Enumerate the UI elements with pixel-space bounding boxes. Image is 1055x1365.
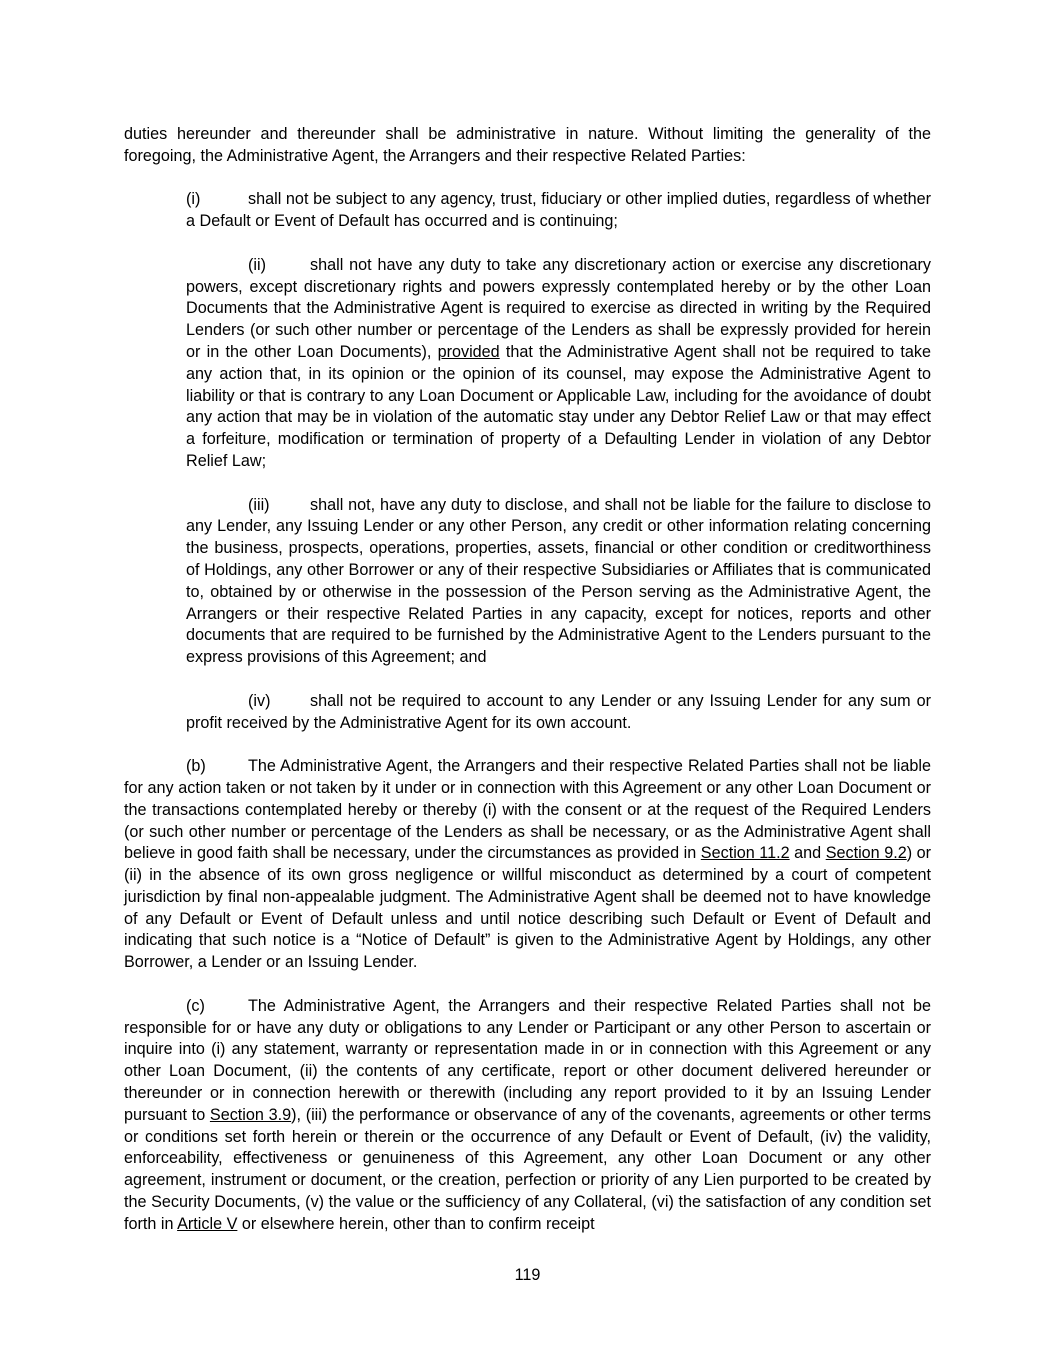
clause-i-label: (i) <box>186 190 201 209</box>
intro-paragraph <box>124 124 931 168</box>
paragraph-c-text-3: or elsewhere herein, other than to confirm receipt <box>237 1214 595 1233</box>
section-9-2-link[interactable]: Section 9.2 <box>825 844 907 863</box>
clause-iii-text: shall not, have any duty to disclose, and shall not be liable for the failure to disclose to any Lender, any Issuing Lender or any other Person, any credit or other information relating concerning the business, prospects, operations, properties, assets, financial or other condition or creditworthiness of Holdings, any other Borrower or any of their respective Subsidiaries or Affiliates that is communicated to, obtained by or otherwise in the possession of the Person serving as the Administrative Agent, the Arrangers or their respective Related Parties in any capacity, except for notices, reports and other documents that are required to be furnished by the Administrative Agent to the Lenders pursuant to the express provisions of this Agreement; and <box>186 495 931 667</box>
paragraph-c-label: (c) <box>186 996 205 1015</box>
page-number: 119 <box>514 1266 541 1284</box>
clause-i-text: shall not be subject to any agency, trust, fiduciary or other implied duties, regardless of whether a Default or Event of Default has occurred and is continuing; <box>186 190 931 231</box>
clause-ii <box>124 255 931 473</box>
paragraph-b-text-3: ) or (ii) in the absence of its own gross negligence or willful misconduct as determined by a court of competent jurisdiction by final non-appealable judgment. The Administrative Agent shall be deemed not to have knowledge of any Default or Event of Default unless and until notice describing such Default or Event of Default and indicating that such notice is a “Notice of Default” is given to the Administrative Agent by Holdings, any other Borrower, a Lender or an Issuing Lender. <box>124 844 932 972</box>
clause-iii-label: (iii) <box>248 495 270 514</box>
clause-ii-text-a: shall not have any duty to take any discretionary action or exercise any discretionary powers, except discretionary rights and powers expressly contemplated hereby or by the other Loan Documents that the Administrative Agent is required to exercise as directed in writing by the Required Lenders (or such other number or percentage of the Lenders as shall be expressly provided for herein or in the other Loan Documents), <box>186 255 931 361</box>
clause-iv-label: (iv) <box>248 691 271 710</box>
paragraph-c <box>124 996 931 1236</box>
section-3-9-link[interactable]: Section 3.9 <box>209 1105 292 1124</box>
clause-i <box>124 189 931 233</box>
section-11-2-link[interactable]: Section 11.2 <box>700 844 790 863</box>
clause-iii <box>124 495 931 669</box>
document-body <box>124 124 931 1236</box>
clause-ii-label: (ii) <box>248 255 266 274</box>
clause-iv-text: shall not be required to account to any Lender or any Issuing Lender for any sum or profit received by the Administrative Agent for its own account. <box>186 691 931 732</box>
paragraph-c-text-1: The Administrative Agent, the Arrangers and their respective Related Parties shall not be responsible for or have any duty or obligations to any Lender or Participant or any other Person to ascertain or inquire into (i) any statement, warranty or representation made in or in connection with this Agreement or any other Loan Document, (ii) the contents of any certificate, report or other document delivered hereunder or thereunder or in connection herewith or therewith (including any report provided to it by an Issuing Lender pursuant to <box>124 996 931 1124</box>
intro-text: duties hereunder and thereunder shall be administrative in nature. Without limiting the generality of the foregoing, the Administrative Agent, the Arrangers and their respective Related Parties: <box>124 125 931 165</box>
clause-ii-text-b: that the Administrative Agent shall not be required to take any action that, in its opinion or the opinion of its counsel, may expose the Administrative Agent to liability or that is contrary to any Loan Document or Applicable Law, including for the avoidance of doubt any action that may be in violation of the automatic stay under any Debtor Relief Law or that may effect a forfeiture, modification or termination of property of a Defaulting Lender in violation of any Debtor Relief Law; <box>186 342 931 470</box>
paragraph-c-text-2: ), (iii) the performance or observance of any of the covenants, agreements or other terms or conditions set forth herein or therein or the occurrence of any Default or Event of Default, (iv) the validity, enforceability, effectiveness or genuineness of this Agreement, any other Loan Document or any other agreement, instrument or document, or the creation, perfection or priority of any Lien purported to be created by the Security Documents, (v) the value or the sufficiency of any Collateral, (vi) the satisfaction of any condition set forth in <box>124 1105 931 1233</box>
paragraph-b-label: (b) <box>186 757 206 776</box>
paragraph-b-text-1: The Administrative Agent, the Arrangers and their respective Related Parties shall not be liable for any action taken or not taken by it under or in connection with this Agreement or any other Loan Document or the transactions contemplated hereby or thereby (i) with the consent or at the request of the Required Lenders (or such other number or percentage of the Lenders as shall be necessary, or as the Administrative Agent shall believe in good faith shall be necessary, under the circumstances as provided in <box>124 757 931 863</box>
clause-iv <box>124 691 931 735</box>
article-v-link[interactable]: Article V <box>177 1214 238 1233</box>
paragraph-b-text-2: and <box>789 844 826 863</box>
paragraph-b <box>124 756 931 974</box>
provided-term: provided <box>437 342 500 361</box>
